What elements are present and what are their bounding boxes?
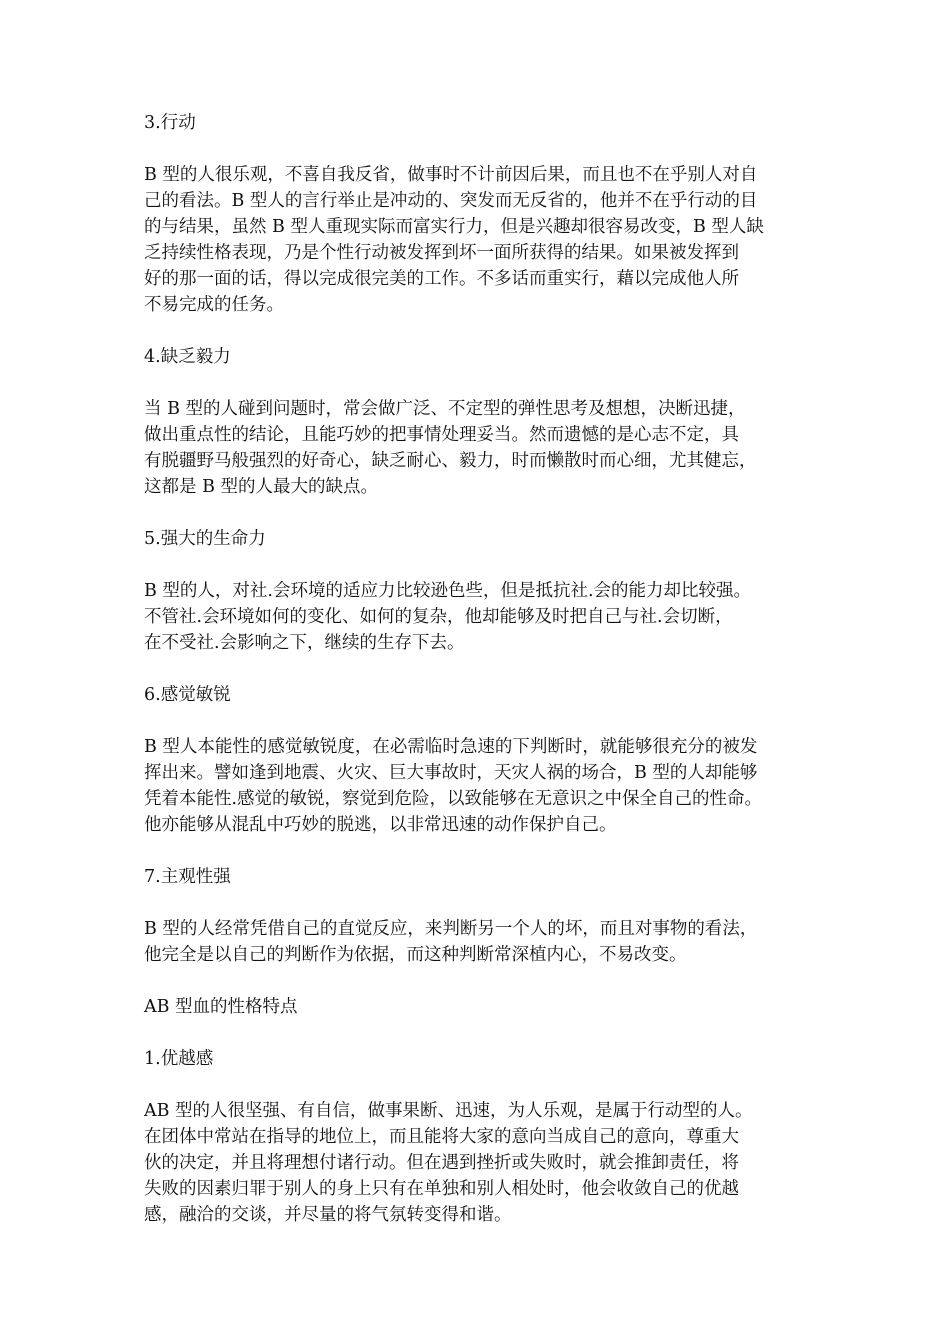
spacer: [144, 370, 816, 396]
section-paragraph: [144, 916, 816, 968]
section-heading: 6.感觉敏锐: [144, 685, 231, 705]
paragraph-line: AB 型的人很坚强、有自信，做事果断、迅速，为人乐观，是属于行动型的人。: [144, 1101, 753, 1121]
section-paragraph: [144, 578, 816, 656]
section-paragraph: [144, 1098, 816, 1228]
document-page: [144, 110, 816, 1228]
paragraph-line: B 型的人很乐观，不喜自我反省，做事时不计前因后果，而且也不在乎别人对自: [144, 165, 758, 185]
paragraph-line: B 型的人，对社.会环境的适应力比较逊色些，但是抵抗社.会的能力却比较强。: [144, 581, 752, 601]
spacer: [144, 968, 816, 994]
paragraph-line: 在团体中常站在指导的地位上，而且能将大家的意向当成自己的意向，尊重大: [144, 1127, 739, 1147]
paragraph-line: B 型的人经常凭借自己的直觉反应，来判断另一个人的坏，而且对事物的看法，: [144, 919, 758, 939]
paragraph-line: 不易完成的任务。: [144, 295, 284, 315]
paragraph-line: 当 B 型的人碰到问题时，常会做广泛、不定型的弹性思考及想想，决断迅捷，: [144, 399, 746, 419]
section-ab-type-title: [144, 994, 816, 1046]
paragraph-line: 在不受社.会影响之下，继续的生存下去。: [144, 633, 465, 653]
section-heading: 1.优越感: [144, 1049, 214, 1069]
section-3-action: [144, 110, 816, 344]
spacer: [144, 552, 816, 578]
spacer: [144, 708, 816, 734]
spacer: [144, 136, 816, 162]
spacer: [144, 656, 816, 682]
paragraph-line: 的与结果，虽然 B 型人重现实际而富实行力，但是兴趣却很容易改变，B 型人缺: [144, 217, 764, 237]
paragraph-line: 这都是 B 型的人最大的缺点。: [144, 477, 378, 497]
paragraph-line: 伙的决定，并且将理想付诸行动。但在遇到挫折或失败时，就会推卸责任，将: [144, 1153, 739, 1173]
paragraph-line: 凭着本能性.感觉的敏锐，察觉到危险，以致能够在无意识之中保全自己的性命。: [144, 789, 763, 809]
spacer: [144, 890, 816, 916]
section-paragraph: [144, 162, 816, 318]
spacer: [144, 838, 816, 864]
paragraph-line: 感，融洽的交谈，并尽量的将气氛转变得和谐。: [144, 1205, 512, 1225]
section-heading: 3.行动: [144, 113, 196, 133]
section-heading: 4.缺乏毅力: [144, 347, 231, 367]
paragraph-line: 有脱疆野马般强烈的好奇心，缺乏耐心、毅力，时而懒散时而心细，尤其健忘，: [144, 451, 757, 471]
section-paragraph: [144, 396, 816, 500]
paragraph-line: 己的看法。B 型人的言行举止是冲动的、突发而无反省的，他并不在乎行动的目: [144, 191, 758, 211]
paragraph-line: 乏持续性格表现，乃是个性行动被发挥到坏一面所获得的结果。如果被发挥到: [144, 243, 739, 263]
paragraph-line: 他亦能够从混乱中巧妙的脱逃，以非常迅速的动作保护自己。: [144, 815, 617, 835]
section-paragraph: [144, 734, 816, 838]
paragraph-line: 失败的因素归罪于别人的身上只有在单独和别人相处时，他会收敛自己的优越: [144, 1179, 739, 1199]
spacer: [144, 318, 816, 344]
paragraph-line: 好的那一面的话，得以完成很完美的工作。不多话而重实行，藉以完成他人所: [144, 269, 739, 289]
spacer: [144, 1020, 816, 1046]
section-5-vitality: [144, 526, 816, 682]
section-7-subjective: [144, 864, 816, 994]
section-6-keen-senses: [144, 682, 816, 864]
paragraph-line: 挥出来。譬如逢到地震、火灾、巨大事故时，天灾人祸的场合，B 型的人却能够: [144, 763, 758, 783]
paragraph-line: 不管社.会环境如何的变化、如何的复杂，他却能够及时把自己与社.会切断，: [144, 607, 733, 627]
section-heading: 5.强大的生命力: [144, 529, 266, 549]
spacer: [144, 500, 816, 526]
section-heading: AB 型血的性格特点: [144, 997, 298, 1017]
paragraph-line: 做出重点性的结论，且能巧妙的把事情处理妥当。然而遗憾的是心志不定，具: [144, 425, 739, 445]
spacer: [144, 1072, 816, 1098]
paragraph-line: 他完全是以自己的判断作为依据，而这种判断常深植内心，不易改变。: [144, 945, 687, 965]
section-heading: 7.主观性强: [144, 867, 231, 887]
section-4-lack-of-perseverance: [144, 344, 816, 526]
paragraph-line: B 型人本能性的感觉敏锐度，在必需临时急速的下判断时，就能够很充分的被发: [144, 737, 758, 757]
section-1-superiority: [144, 1046, 816, 1228]
